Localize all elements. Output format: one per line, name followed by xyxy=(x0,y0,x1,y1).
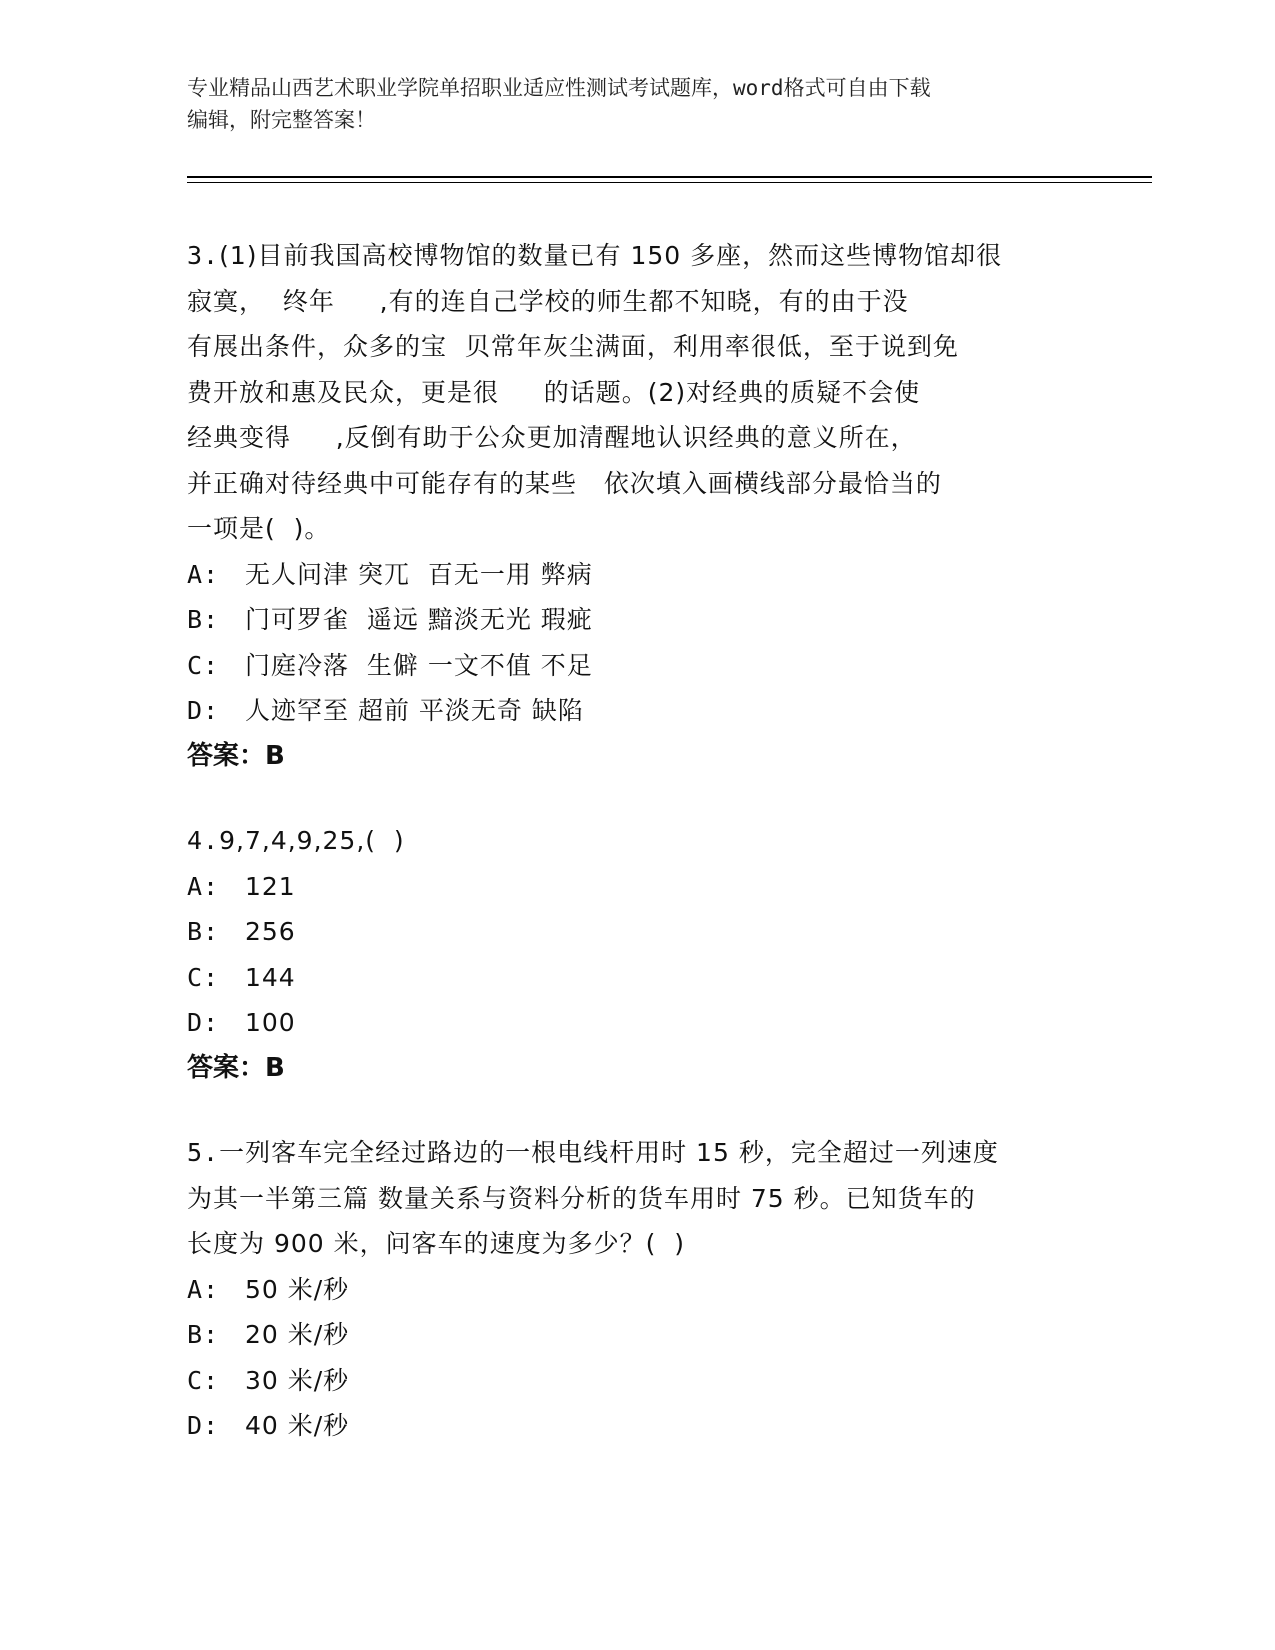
question-block xyxy=(187,818,1087,1091)
option-key: D: xyxy=(187,696,220,725)
answer-option xyxy=(187,1358,1087,1404)
question-stem-line xyxy=(187,506,1087,552)
question-stem-line xyxy=(187,370,1087,416)
answer-option xyxy=(187,955,1087,1001)
header-divider-thin xyxy=(187,182,1152,183)
question-text: 一列客车完全经过路边的一根电线杆用时 15 秒，完全超过一列速度 xyxy=(219,1138,999,1167)
question-stem xyxy=(187,1130,1087,1267)
header-line-2: 编辑，附完整答案！ xyxy=(187,108,376,132)
question-stem-line xyxy=(187,1176,1087,1222)
option-key: A: xyxy=(187,559,220,589)
question-stem-line xyxy=(187,1130,1087,1176)
option-text: 50 米/秒 xyxy=(245,1274,350,1304)
option-key: C: xyxy=(187,650,220,680)
option-text: 门可罗雀 遥远 黯淡无光 瑕疵 xyxy=(245,605,593,634)
option-text: 无人问津 突兀 百无一用 弊病 xyxy=(245,559,593,589)
question-text: 经典变得 ,反倒有助于公众更加清醒地认识经典的意义所在， xyxy=(187,423,917,452)
question-text: 长度为 900 米，问客车的速度为多少？( ) xyxy=(187,1229,686,1258)
question-text: 为其一半第三篇 数量关系与资料分析的货车用时 75 秒。已知货车的 xyxy=(187,1183,976,1213)
option-key: C: xyxy=(187,1365,220,1395)
question-text: 并正确对待经典中可能存有的某些 依次填入画横线部分最恰当的 xyxy=(187,468,942,498)
option-key: A: xyxy=(187,1274,220,1304)
question-number: 3. xyxy=(187,241,220,270)
answer-option xyxy=(187,1312,1087,1358)
option-text: 100 xyxy=(245,1008,296,1037)
question-stem-line xyxy=(187,324,1087,370)
option-text: 144 xyxy=(245,962,296,992)
answer-key: 答案：B xyxy=(187,740,285,771)
answer-option xyxy=(187,864,1087,910)
option-key: B: xyxy=(187,605,220,634)
question-text: 一项是( )。 xyxy=(187,514,331,543)
question-stem xyxy=(187,233,1087,552)
question-stem-line xyxy=(187,1221,1087,1267)
question-stem xyxy=(187,818,1087,864)
question-text: 有展出条件，众多的宝 贝常年灰尘满面，利用率很低，至于说到免 xyxy=(187,332,959,361)
answer-option xyxy=(187,688,1087,734)
question-block xyxy=(187,233,1087,779)
option-text: 121 xyxy=(245,871,296,901)
question-stem-line xyxy=(187,415,1087,461)
answer-option xyxy=(187,909,1087,955)
option-text: 256 xyxy=(245,917,296,946)
question-text: 寂寞， 终年 ,有的连自己学校的师生都不知晓，有的由于没 xyxy=(187,286,909,316)
question-text: (1)目前我国高校博物馆的数量已有 150 多座，然而这些博物馆却很 xyxy=(219,241,1003,270)
answer-key: 答案：B xyxy=(187,1052,285,1083)
answer-option xyxy=(187,643,1087,689)
option-key: B: xyxy=(187,1320,220,1349)
answer-option xyxy=(187,1000,1087,1046)
header-line-1: 专业精品山西艺术职业学院单招职业适应性测试考试题库，word格式可自由下载 xyxy=(187,76,931,100)
answer-option xyxy=(187,1403,1087,1449)
question-stem-line xyxy=(187,279,1087,325)
question-text: 9,7,4,9,25,( ) xyxy=(219,826,405,855)
option-key: B: xyxy=(187,917,220,946)
option-text: 人迹罕至 超前 平淡无奇 缺陷 xyxy=(245,696,584,725)
question-stem-line xyxy=(187,461,1087,507)
option-text: 30 米/秒 xyxy=(245,1365,350,1395)
answer-option xyxy=(187,552,1087,598)
option-key: D: xyxy=(187,1008,220,1037)
option-key: C: xyxy=(187,962,220,992)
option-key: A: xyxy=(187,871,220,901)
answer-option xyxy=(187,1267,1087,1313)
option-text: 门庭冷落 生僻 一文不值 不足 xyxy=(245,650,593,680)
option-key: D: xyxy=(187,1411,220,1440)
question-list xyxy=(187,233,1087,1488)
answer-option xyxy=(187,597,1087,643)
question-number: 4. xyxy=(187,826,220,855)
option-text: 40 米/秒 xyxy=(245,1411,350,1440)
option-text: 20 米/秒 xyxy=(245,1320,350,1349)
question-stem-line xyxy=(187,818,1087,864)
question-number: 5. xyxy=(187,1138,220,1167)
question-block xyxy=(187,1130,1087,1449)
question-text: 费开放和惠及民众，更是很 的话题。(2)对经典的质疑不会使 xyxy=(187,377,921,407)
header-divider-thick xyxy=(187,176,1152,178)
document-header xyxy=(187,72,1087,136)
question-stem-line xyxy=(187,233,1087,279)
